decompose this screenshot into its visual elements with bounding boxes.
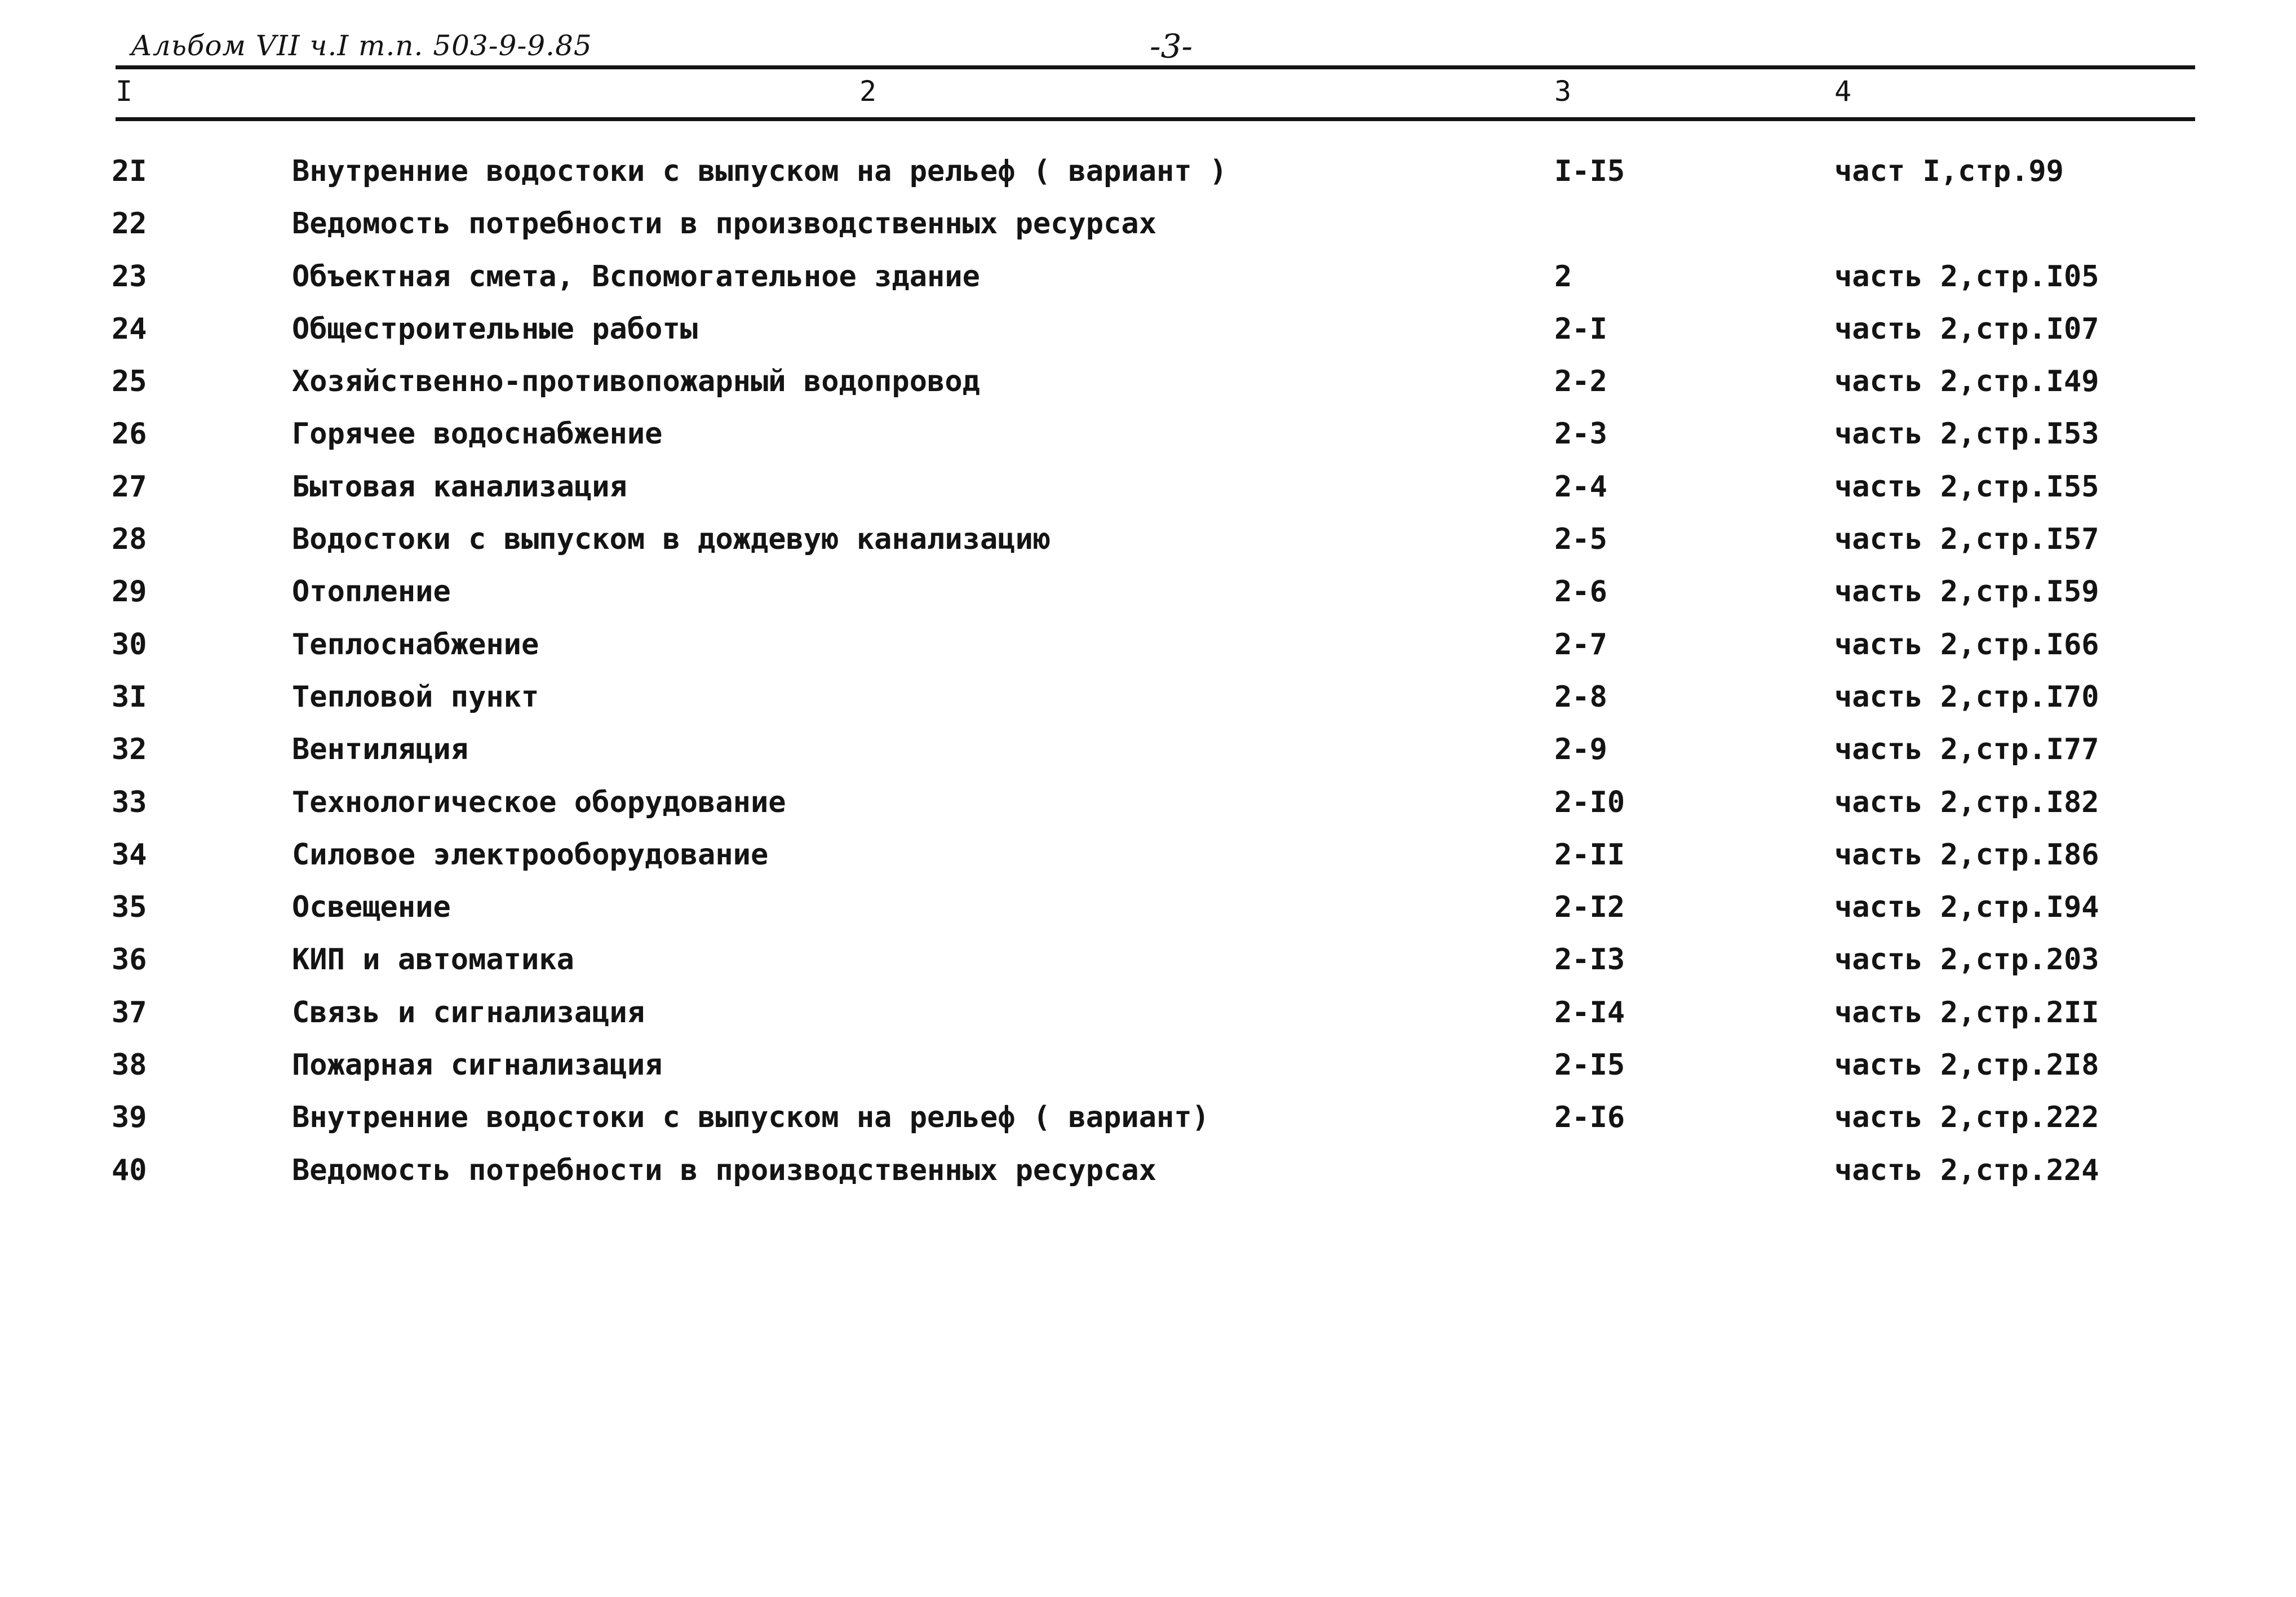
row-reference: часть 2,стр.I82	[1834, 785, 2099, 819]
row-reference: часть 2,стр.2I8	[1834, 1048, 2099, 1083]
album-reference: Альбом VII ч.I т.п. 503-9-9.85	[131, 29, 592, 62]
table-row	[0, 309, 2296, 361]
row-title: Объектная смета, Вспомогательное здание	[292, 259, 980, 294]
table-row	[0, 782, 2296, 835]
row-code: 2-3	[1554, 417, 1607, 451]
table-row	[0, 256, 2296, 309]
row-reference: часть 2,стр.I55	[1834, 469, 2099, 504]
document-table	[0, 151, 2296, 1203]
row-number: 25	[112, 365, 147, 399]
row-title: Пожарная сигнализация	[292, 1048, 663, 1083]
row-title: Технологическое оборудование	[292, 785, 786, 819]
table-row	[0, 1045, 2296, 1097]
row-title: Силовое электрооборудование	[292, 837, 769, 872]
column-header-3: 3	[1554, 75, 1572, 108]
row-code: 2-2	[1554, 365, 1607, 399]
table-row	[0, 203, 2296, 256]
table-row	[0, 1150, 2296, 1203]
row-code: 2-I6	[1554, 1101, 1625, 1135]
row-reference: часть 2,стр.I77	[1834, 733, 2099, 767]
row-title: Внутренние водостоки с выпуском на рельеф ( вариант )	[292, 154, 1227, 188]
row-title: Освещение	[292, 890, 451, 925]
row-code: 2-8	[1554, 680, 1607, 714]
row-number: 38	[112, 1048, 147, 1083]
row-code: 2-I5	[1554, 1048, 1625, 1083]
row-number: 37	[112, 995, 147, 1030]
row-title: Отопление	[292, 575, 451, 609]
row-title: Ведомость потребности в производственных ресурсах	[292, 1153, 1157, 1187]
row-code: 2	[1554, 259, 1572, 294]
column-header-2: 2	[859, 75, 877, 108]
row-title: КИП и автоматика	[292, 943, 574, 977]
row-number: 32	[112, 733, 147, 767]
row-number: 24	[112, 312, 147, 346]
column-header-4: 4	[1834, 75, 1852, 108]
table-row	[0, 414, 2296, 466]
row-number: 27	[112, 469, 147, 504]
row-code: 2-6	[1554, 575, 1607, 609]
row-number: 30	[112, 627, 147, 662]
row-title: Хозяйственно-противопожарный водопровод	[292, 365, 980, 399]
row-reference: часть 2,стр.224	[1834, 1153, 2099, 1187]
row-title: Вентиляция	[292, 733, 469, 767]
header-rule-bottom	[116, 117, 2195, 121]
table-row	[0, 729, 2296, 782]
column-header-1: I	[116, 75, 133, 108]
row-code: 2-II	[1554, 837, 1625, 872]
row-code: 2-I2	[1554, 890, 1625, 925]
table-row	[0, 992, 2296, 1045]
row-code: 2-I	[1554, 312, 1607, 346]
row-reference: часть 2,стр.I53	[1834, 417, 2099, 451]
table-row	[0, 467, 2296, 519]
row-title: Горячее водоснабжение	[292, 417, 663, 451]
row-reference: часть 2,стр.I94	[1834, 890, 2099, 925]
table-row	[0, 1097, 2296, 1150]
row-number: 34	[112, 837, 147, 872]
row-number: 29	[112, 575, 147, 609]
row-number: 28	[112, 522, 147, 557]
row-number: 2I	[112, 154, 147, 188]
row-reference: часть 2,стр.203	[1834, 943, 2099, 977]
table-row	[0, 677, 2296, 729]
row-reference: часть 2,стр.I05	[1834, 259, 2099, 294]
row-reference: часть 2,стр.I59	[1834, 575, 2099, 609]
row-code: 2-4	[1554, 469, 1607, 504]
row-title: Теплоснабжение	[292, 627, 539, 662]
row-code: 2-I3	[1554, 943, 1625, 977]
row-reference: часть 2,стр.I07	[1834, 312, 2099, 346]
row-reference: часть 2,стр.I49	[1834, 365, 2099, 399]
row-number: 39	[112, 1101, 147, 1135]
row-code: 2-9	[1554, 733, 1607, 767]
row-title: Общестроительные работы	[292, 312, 698, 346]
row-reference: част I,стр.99	[1834, 154, 2064, 188]
table-row	[0, 624, 2296, 677]
row-title: Связь и сигнализация	[292, 995, 645, 1030]
header-rule-top	[116, 65, 2195, 69]
row-number: 36	[112, 943, 147, 977]
row-number: 23	[112, 259, 147, 294]
row-code: 2-5	[1554, 522, 1607, 557]
row-title: Водостоки с выпуском в дождевую канализацию	[292, 522, 1051, 557]
row-title: Внутренние водостоки с выпуском на рельеф ( вариант)	[292, 1101, 1209, 1135]
table-row	[0, 151, 2296, 203]
row-title: Ведомость потребности в производственных ресурсах	[292, 207, 1157, 241]
row-number: 33	[112, 785, 147, 819]
row-code: 2-I0	[1554, 785, 1625, 819]
table-row	[0, 939, 2296, 992]
row-reference: часть 2,стр.I86	[1834, 837, 2099, 872]
row-title: Бытовая канализация	[292, 469, 627, 504]
row-number: 35	[112, 890, 147, 925]
row-code: I-I5	[1554, 154, 1625, 188]
table-row	[0, 519, 2296, 571]
row-code: 2-I4	[1554, 995, 1625, 1030]
row-number: 26	[112, 417, 147, 451]
table-row	[0, 361, 2296, 414]
row-number: 40	[112, 1153, 147, 1187]
table-row	[0, 571, 2296, 624]
row-code: 2-7	[1554, 627, 1607, 662]
page-number: -3-	[1150, 27, 1193, 65]
row-number: 22	[112, 207, 147, 241]
table-row	[0, 835, 2296, 887]
row-number: 3I	[112, 680, 147, 714]
row-reference: часть 2,стр.222	[1834, 1101, 2099, 1135]
row-title: Тепловой пункт	[292, 680, 539, 714]
row-reference: часть 2,стр.2II	[1834, 995, 2099, 1030]
row-reference: часть 2,стр.I70	[1834, 680, 2099, 714]
table-row	[0, 887, 2296, 939]
row-reference: часть 2,стр.I57	[1834, 522, 2099, 557]
row-reference: часть 2,стр.I66	[1834, 627, 2099, 662]
